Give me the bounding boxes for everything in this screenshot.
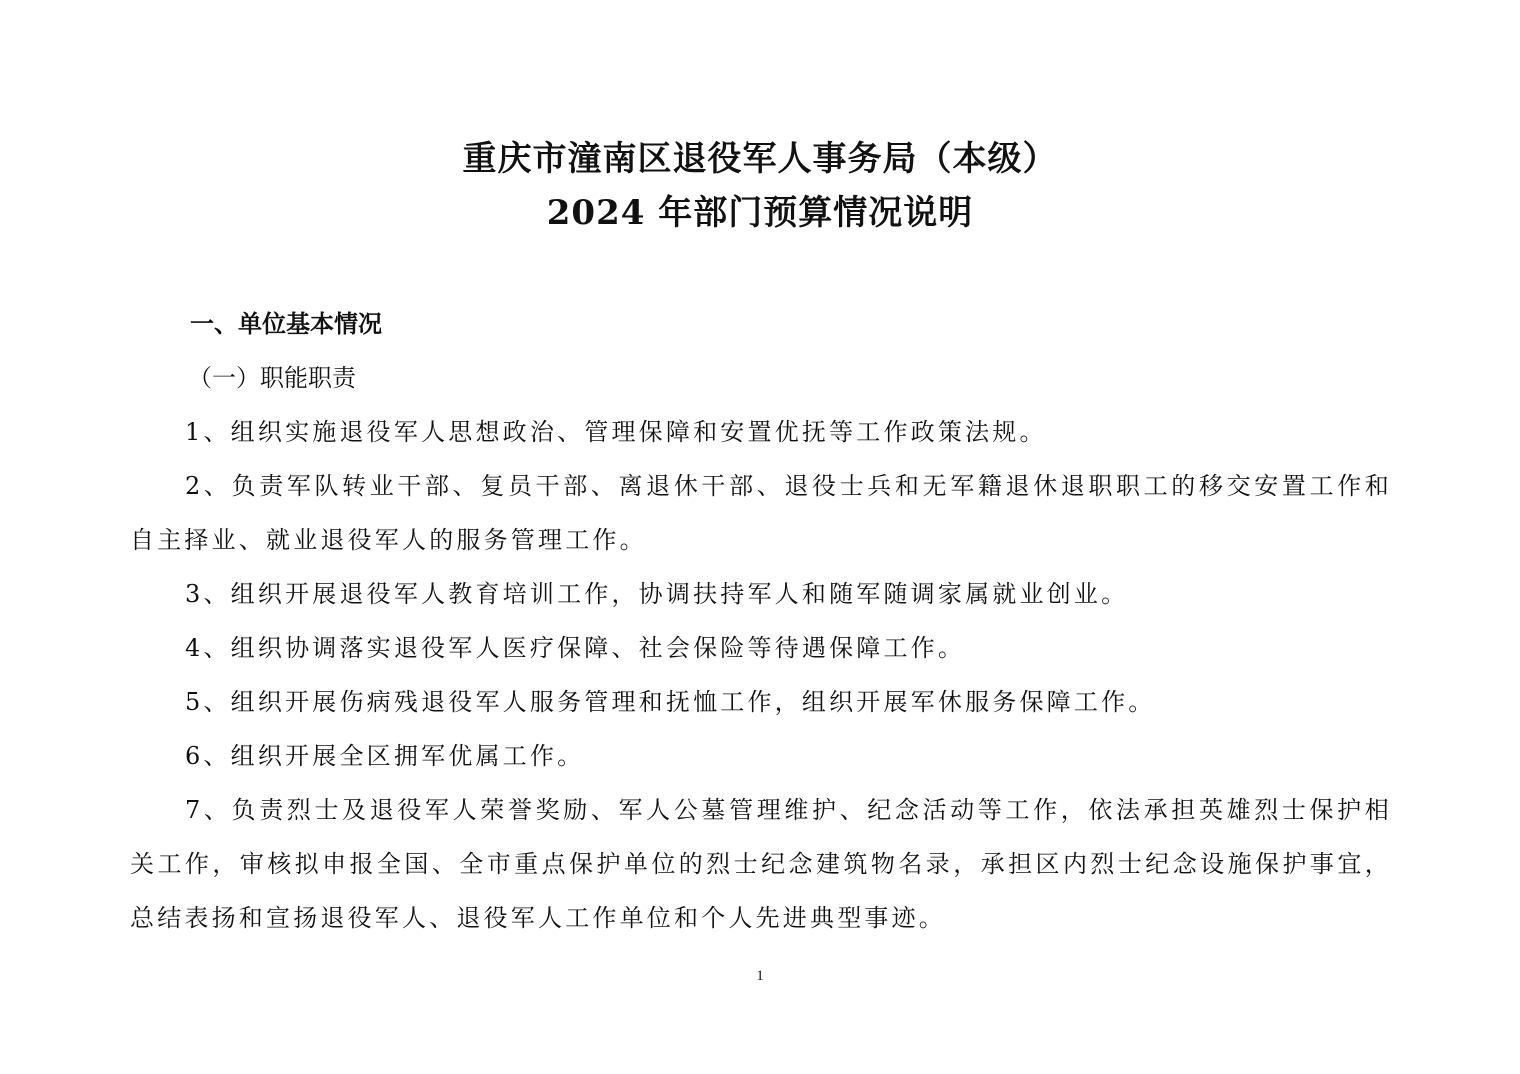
paragraph-1: 1、组织实施退役军人思想政治、管理保障和安置优抚等工作政策法规。 xyxy=(185,418,1047,446)
paragraph-2: 2、负责军队转业干部、复员干部、离退休干部、退役士兵和无军籍退休退职职工的移交安置工作和自主择业、就业退役军人的服务管理工作。 xyxy=(130,472,1392,554)
paragraph-4: 4、组织协调落实退役军人医疗保障、社会保险等待遇保障工作。 xyxy=(185,634,966,662)
subsection-heading: （一）职能职责 xyxy=(188,364,356,392)
paragraph-6: 6、组织开展全区拥军优属工作。 xyxy=(185,742,585,770)
document-title-line-1: 重庆市潼南区退役军人事务局（本级） xyxy=(462,139,1058,179)
paragraph-5: 5、组织开展伤病残退役军人服务管理和抚恤工作，组织开展军休服务保障工作。 xyxy=(185,688,1156,716)
page-number: 1 xyxy=(756,968,764,984)
paragraph-7: 7、负责烈士及退役军人荣誉奖励、军人公墓管理维护、纪念活动等工作，依法承担英雄烈士保护相关工作，审核拟申报全国、全市重点保护单位的烈士纪念建筑物名录，承担区内烈士纪念设施保护事宜，总结表扬和宣扬退役军人、退役军人工作单位和个人先进典型事迹。 xyxy=(130,796,1392,932)
section-heading: 一、单位基本情况 xyxy=(190,310,382,338)
paragraph-3: 3、组织开展退役军人教育培训工作，协调扶持军人和随军随调家属就业创业。 xyxy=(185,580,1129,608)
document-title-line-2: 2024 年部门预算情况说明 xyxy=(546,193,974,233)
